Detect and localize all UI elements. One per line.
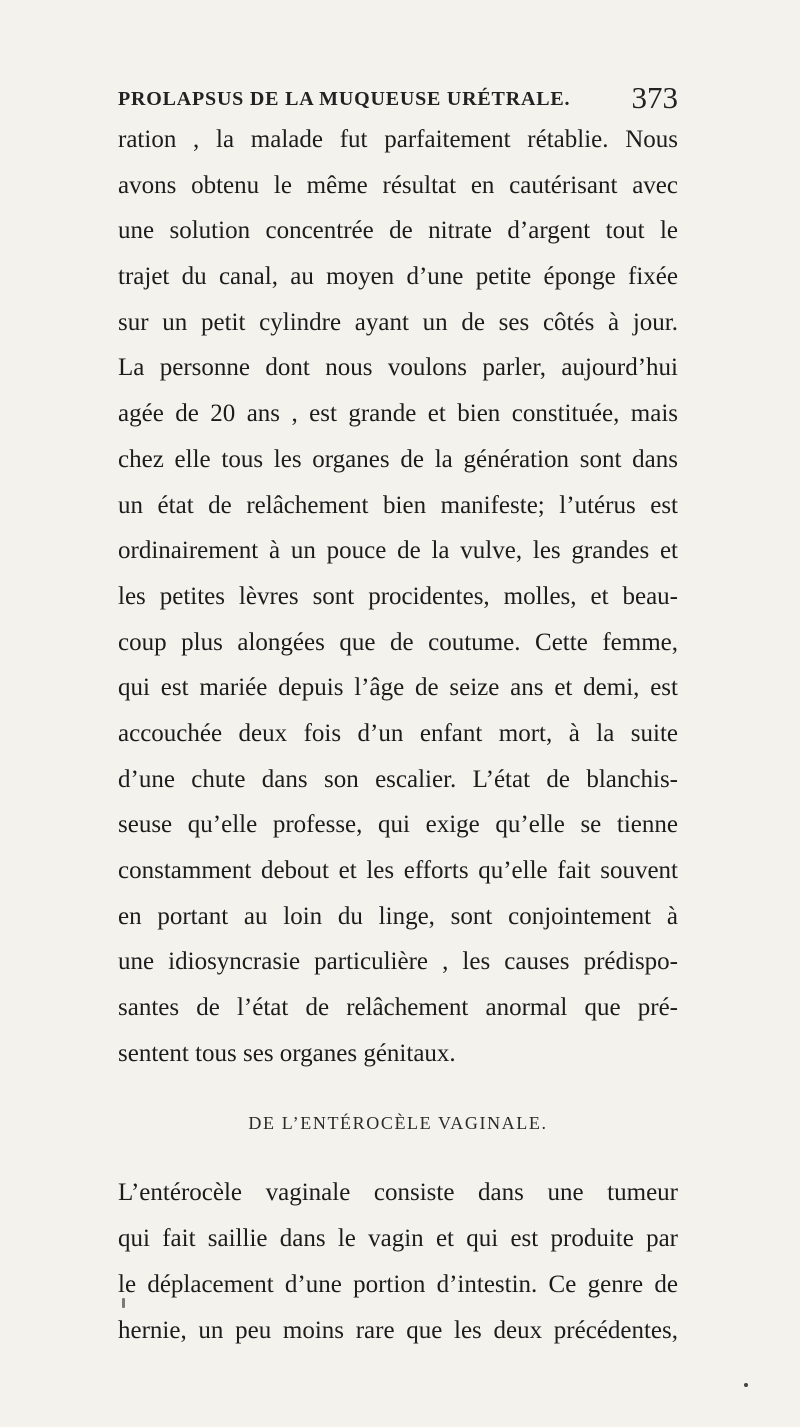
text-line: hernie, un peu moins rare que les deux précédentes, <box>118 1316 678 1344</box>
section-heading: DE L’ENTÉROCÈLE VAGINALE. <box>248 1113 548 1134</box>
paper-speck <box>122 1298 125 1308</box>
page-header <box>118 80 678 116</box>
text-line: une idiosyncrasie particulière , les causes prédispo- <box>118 948 678 976</box>
text-line: chez elle tous les organes de la génération sont dans <box>118 445 678 473</box>
text-line: La personne dont nous voulons parler, aujourd’hui <box>118 354 678 382</box>
page-number: 373 <box>631 80 678 115</box>
text-line: sentent tous ses organes génitaux. <box>118 1039 456 1067</box>
text-line: qui fait saillie dans le vagin et qui est produite par <box>118 1225 678 1253</box>
text-line: L’entérocèle vaginale consiste dans une tumeur <box>118 1179 678 1207</box>
text-line: ration , la malade fut parfaitement rétablie. Nous <box>118 126 678 153</box>
text-line: trajet du canal, au moyen d’une petite éponge fixée <box>118 263 678 291</box>
text-line: coup plus alongées que de coutume. Cette femme, <box>118 628 678 656</box>
text-line: d’une chute dans son escalier. L’état de blanchis- <box>118 765 678 793</box>
text-line: qui est mariée depuis l’âge de seize ans et demi, est <box>118 674 678 702</box>
text-line: les petites lèvres sont procidentes, molles, et beau- <box>118 582 678 610</box>
text-line: agée de 20 ans , est grande et bien constituée, mais <box>118 400 678 428</box>
body-text <box>118 117 678 1353</box>
text-line: seuse qu’elle professe, qui exige qu’elle se tienne <box>118 811 678 839</box>
text-line: le déplacement d’une portion d’intestin. Ce genre de <box>118 1270 678 1298</box>
text-line: santes de l’état de relâchement anormal que pré- <box>118 994 678 1022</box>
text-line: accouchée deux fois d’un enfant mort, à la suite <box>118 719 678 747</box>
text-line: en portant au loin du linge, sont conjointement à <box>118 902 678 930</box>
text-line: avons obtenu le même résultat en cautérisant avec <box>118 171 678 199</box>
paragraph-2 <box>118 1170 678 1353</box>
running-head: PROLAPSUS DE LA MUQUEUSE URÉTRALE. <box>118 88 571 110</box>
paragraph-1 <box>118 117 678 1076</box>
paper-speck <box>744 1383 748 1387</box>
text-line: un état de relâchement bien manifeste; l’utérus est <box>118 491 678 519</box>
text-line: sur un petit cylindre ayant un de ses côtés à jour. <box>118 308 678 336</box>
text-line: ordinairement à un pouce de la vulve, les grandes et <box>118 537 678 565</box>
text-line: constamment debout et les efforts qu’elle fait souvent <box>118 857 678 884</box>
text-line: une solution concentrée de nitrate d’argent tout le <box>118 217 678 245</box>
